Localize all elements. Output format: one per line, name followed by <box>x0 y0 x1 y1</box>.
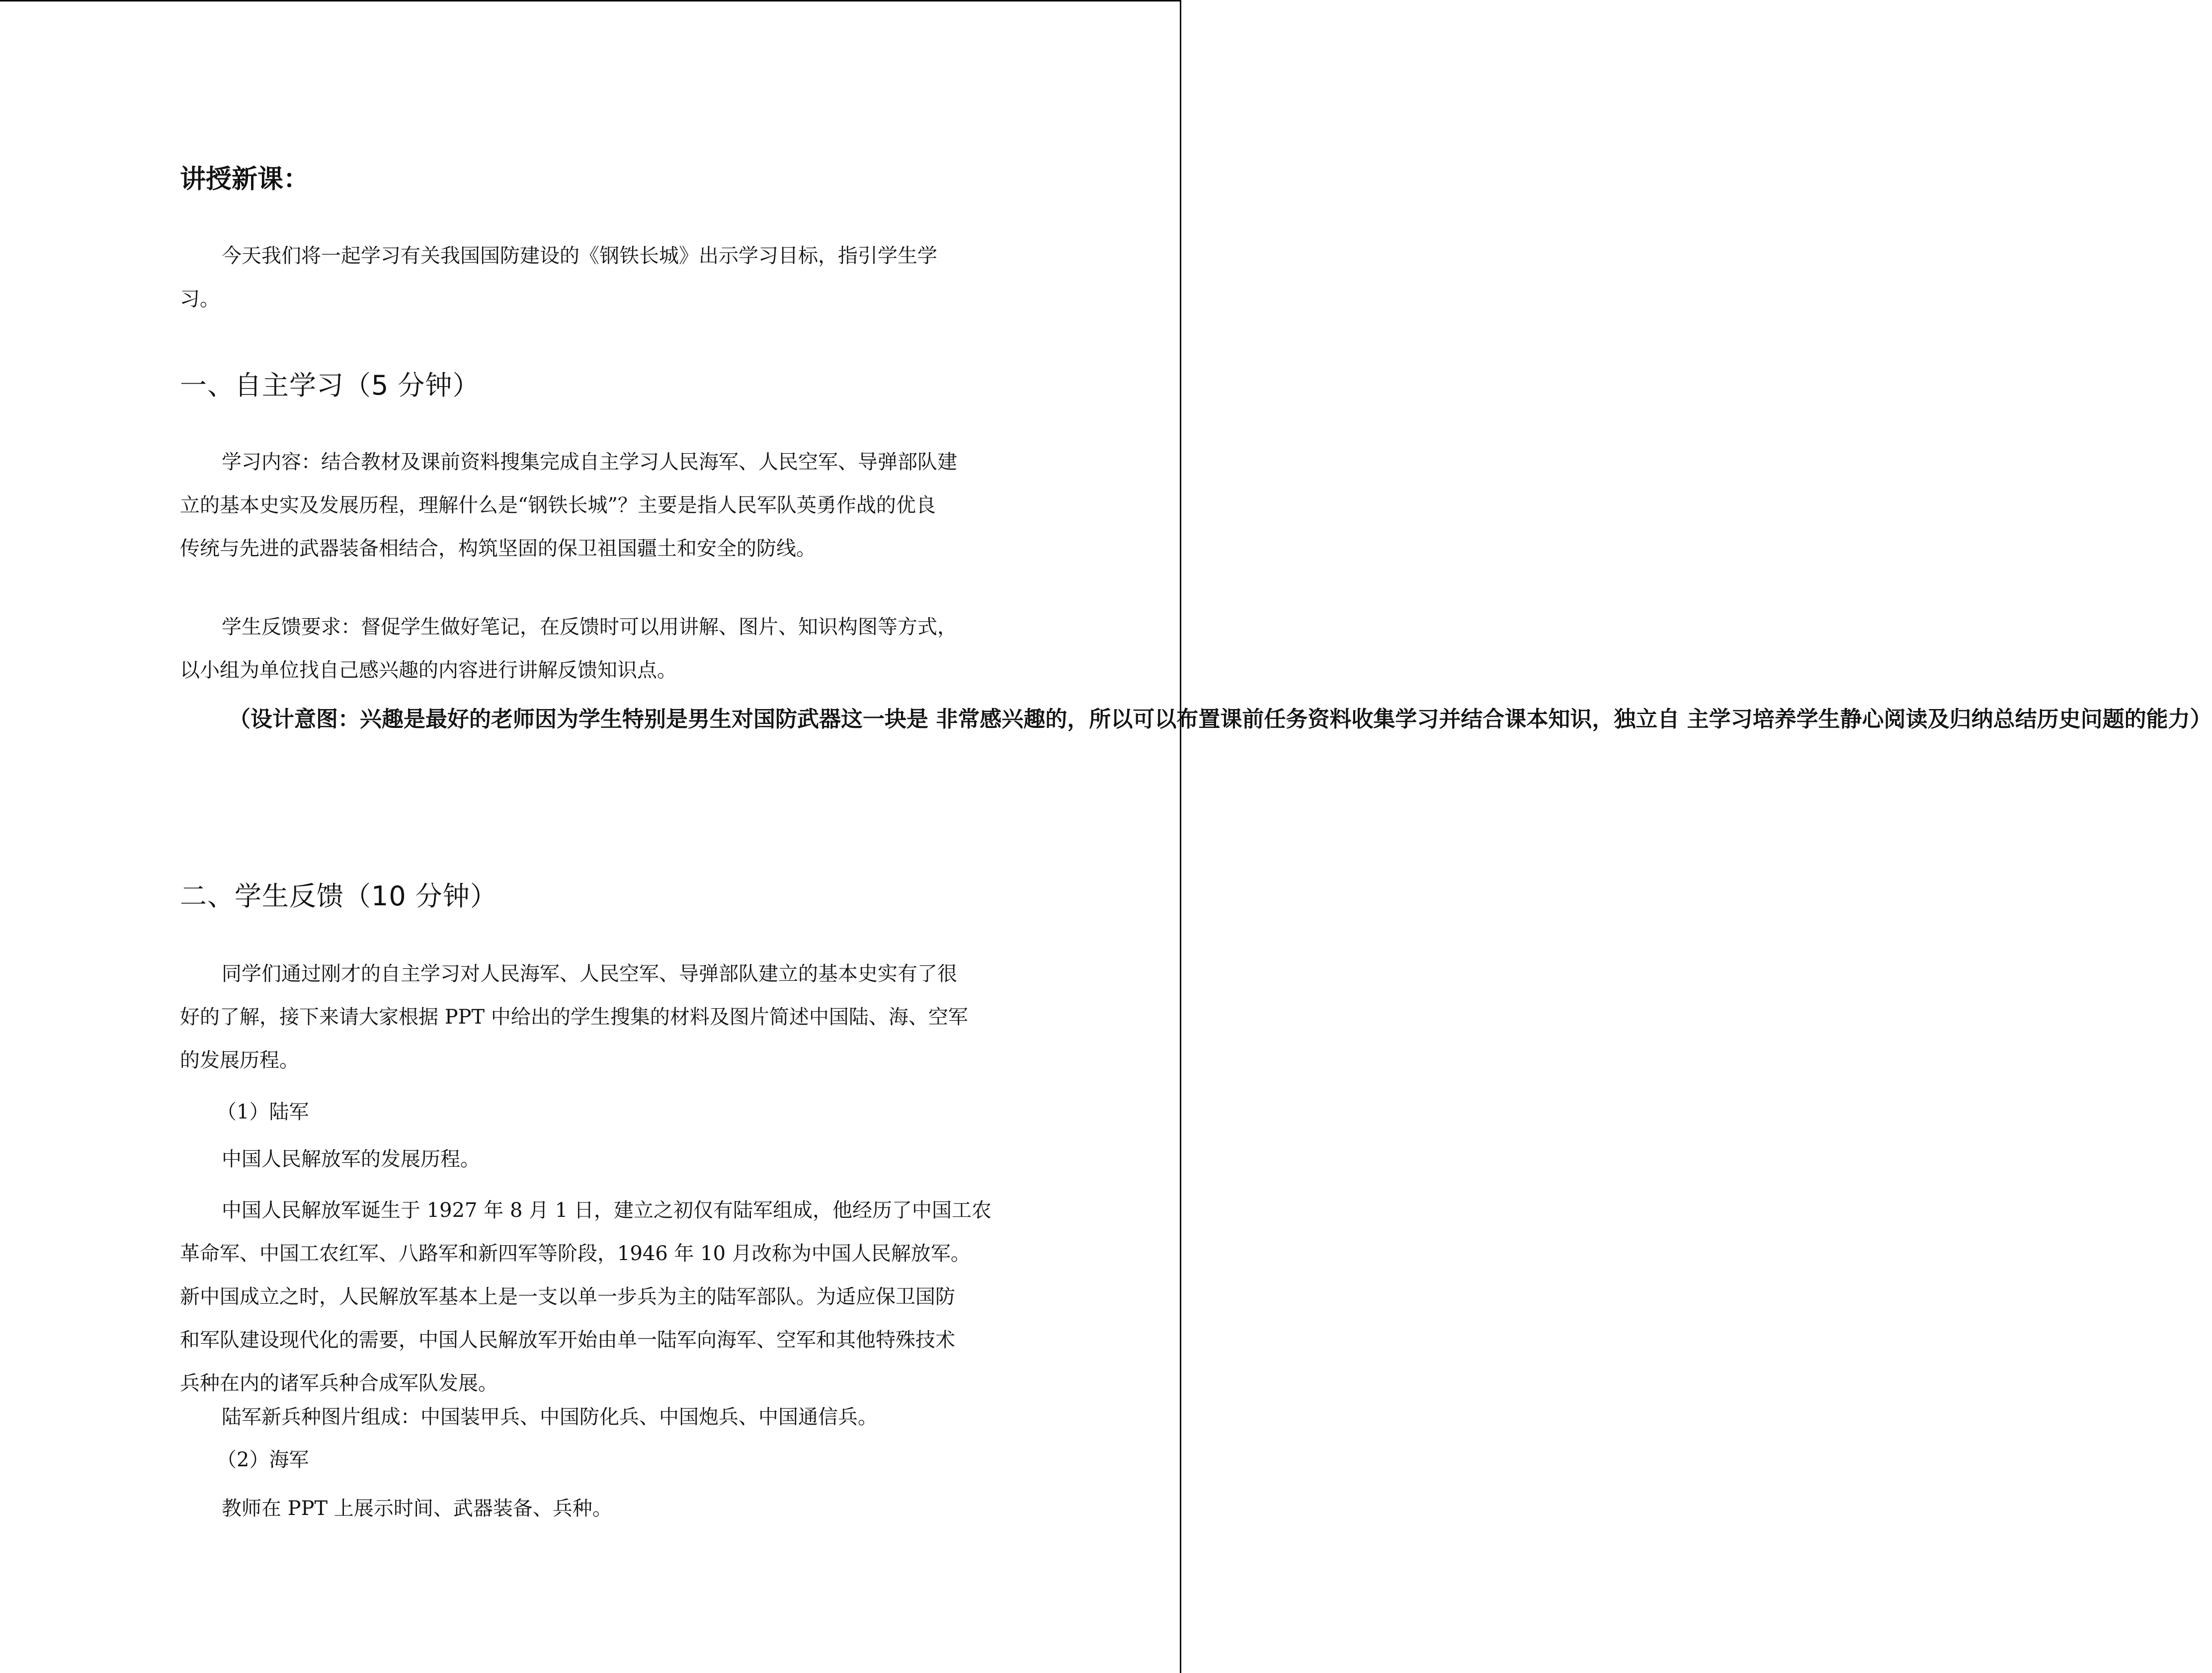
army-history-paragraph <box>180 1189 1005 1405</box>
text-line: 主学习培养学生静心阅读及归纳总结历史问题的能力） <box>1687 707 2212 732</box>
army-branches <box>180 1396 1005 1439</box>
text-line: 学生反馈要求：督促学生做好笔记，在反馈时可以用讲解、图片、知识构图等方式， <box>222 616 957 638</box>
intro-paragraph <box>180 235 1005 321</box>
text-line: 教师在 PPT 上展示时间、武器装备、兵种。 <box>222 1497 612 1520</box>
text-line: 好的了解，接下来请大家根据 PPT 中给出的学生搜集的材料及图片简述中国陆、海、空军 <box>180 1006 968 1029</box>
navy-text <box>180 1487 1005 1530</box>
text-line: 非常感兴趣的，所以可以布置课前任务资料收集学习并结合课本知识，独立自 <box>936 707 1680 732</box>
page-title: 讲授新课： <box>180 164 310 194</box>
section2-intro-paragraph <box>180 953 1005 1082</box>
text-line: 兵种在内的诸军兵种合成军队发展。 <box>180 1372 498 1395</box>
text-line: 今天我们将一起学习有关我国国防建设的《钢铁长城》出示学习目标，指引学生学 <box>222 244 937 267</box>
text-line: 立的基本史实及发展历程，理解什么是“钢铁长城”？主要是指人民军队英勇作战的优良 <box>180 494 936 517</box>
text-line: 陆军新兵种图片组成：中国装甲兵、中国防化兵、中国炮兵、中国通信兵。 <box>222 1406 878 1429</box>
section1-content-paragraph <box>180 441 1005 570</box>
text-line: 同学们通过刚才的自主学习对人民海军、人民空军、导弹部队建立的基本史实有了很 <box>222 962 957 985</box>
section1-design-intent <box>180 695 2212 744</box>
navy-label <box>180 1438 1005 1482</box>
text-line: （设计意图：兴趣是最好的老师因为学生特别是男生对国防武器这一块是 <box>229 707 928 732</box>
text-line: 以小组为单位找自己感兴趣的内容进行讲解反馈知识点。 <box>180 659 677 682</box>
section2-heading: 二、学生反馈（10 分钟） <box>180 880 497 912</box>
army-label <box>180 1091 1005 1134</box>
section1-feedback-paragraph <box>180 606 1005 692</box>
text-line: （1）陆军 <box>217 1101 309 1123</box>
text-line: 中国人民解放军诞生于 1927 年 8 月 1 日，建立之初仅有陆军组成，他经历了中国工农 <box>222 1199 991 1222</box>
text-line: 中国人民解放军的发展历程。 <box>222 1148 480 1171</box>
text-line: 革命军、中国工农红军、八路军和新四军等阶段，1946 年 10 月改称为中国人民解放军。 <box>180 1242 971 1265</box>
text-line: 学习内容：结合教材及课前资料搜集完成自主学习人民海军、人民空军、导弹部队建 <box>222 451 957 474</box>
text-line: 新中国成立之时，人民解放军基本上是一支以单一步兵为主的陆军部队。为适应保卫国防 <box>180 1285 955 1308</box>
army-subtitle <box>180 1138 1005 1181</box>
text-line: 的发展历程。 <box>180 1049 299 1072</box>
text-line: 和军队建设现代化的需要，中国人民解放军开始由单一陆军向海军、空军和其他特殊技术 <box>180 1329 955 1352</box>
section1-heading: 一、自主学习（5 分钟） <box>180 370 480 401</box>
text-line: （2）海军 <box>217 1448 309 1471</box>
text-line: 习。 <box>180 288 220 311</box>
text-line: 传统与先进的武器装备相结合，构筑坚固的保卫祖国疆土和安全的防线。 <box>180 537 816 560</box>
